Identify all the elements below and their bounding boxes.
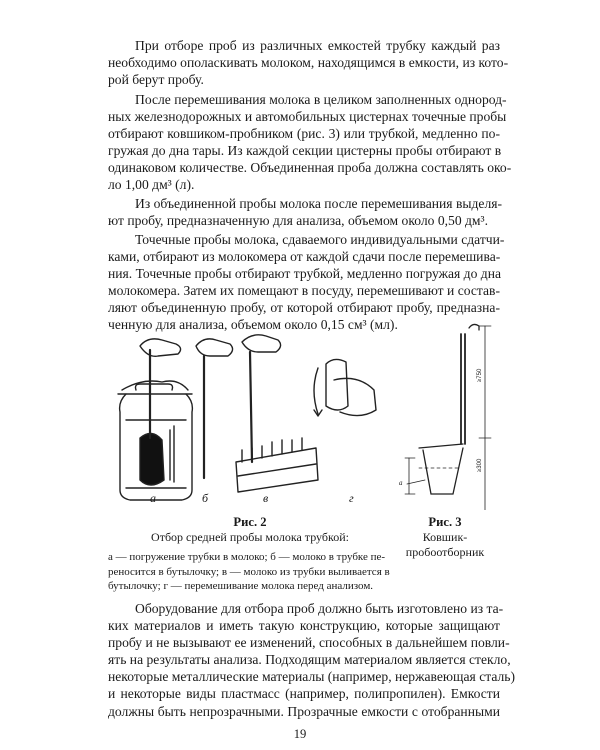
legend-line: реносится в бутылочку; в — молоко из трубки выливается в xyxy=(108,565,390,578)
part-label-a: a xyxy=(399,479,403,487)
text-line: ных железнодорожных и автомобильных цистернах точечные пробы xyxy=(108,109,507,125)
text-line: ких материалов и иметь такую конструкцию, которые защищают xyxy=(108,618,500,634)
text-line: ло 1,00 дм³ (л). xyxy=(108,177,195,193)
figure-3-subtitle-line: Ковшик- xyxy=(422,530,468,544)
legend-line: бутылочку; г — перемешивание молока перед анализом. xyxy=(108,580,374,592)
text-line: гружая до дна тары. Из каждой секции цистерны пробы отбирают в xyxy=(108,143,502,159)
dimension-label-750: ≥750 xyxy=(477,368,483,382)
figure-2-subtitle: Отбор средней пробы молока трубкой: xyxy=(151,530,349,544)
legend-line: а — погружение трубки в молоко; б — молоко в трубке пе- xyxy=(108,551,386,563)
text-line: должны быть непрозрачными. Прозрачные емкости с отобранными xyxy=(108,703,500,719)
text-line: Из объединенной пробы молока после перемешивания выделя- xyxy=(135,196,503,211)
paragraph-2 xyxy=(108,91,512,194)
text-line: молокомера. Затем их помещают в посуду, перемешивают и состав- xyxy=(108,283,500,299)
figure-3-subtitle xyxy=(395,530,495,560)
figure-2-legend xyxy=(108,550,390,594)
text-line: отбирают ковшиком-пробником (рис. 3) или трубкой, медленно по- xyxy=(108,126,500,142)
bottle-rack-drawing xyxy=(236,335,318,492)
text-line: ять на результаты анализа. Подходящим материалом является стекло, xyxy=(108,652,511,668)
text-line: пробу и не вызывают ее изменений, способных в дальнейшем повли- xyxy=(108,635,510,651)
text-line: одинаковом количестве. Объединенная проба должна составлять око- xyxy=(108,160,512,176)
text-line: После перемешивания молока в целиком заполненных однород- xyxy=(135,92,507,107)
paragraph-5 xyxy=(108,600,516,720)
figure-2-label-v: в xyxy=(263,491,269,505)
text-line: ляют объединенную пробу, от которой отбирают пробу, предназна- xyxy=(108,300,500,316)
figure-2-label-b: б xyxy=(202,491,209,505)
text-line: рой берут пробу. xyxy=(108,72,204,88)
text-line: При отборе проб из различных емкостей трубку каждый раз xyxy=(135,38,500,53)
text-line: и некоторые виды пластмасс (например, полипропилен). Емкости xyxy=(108,686,500,702)
milk-can-drawing xyxy=(118,339,192,500)
page-number: 19 xyxy=(293,727,307,741)
mixing-drawing xyxy=(314,359,376,416)
paragraph-1 xyxy=(108,37,509,88)
text-line: ют пробу, предназначенную для анализа, объемом около 0,50 дм³. xyxy=(108,213,489,229)
paragraph-3 xyxy=(108,195,503,229)
figure-2-title: Рис. 2 xyxy=(233,515,267,529)
text-line: ками, отбирают из молокомера от каждой сдачи после перемешива- xyxy=(108,249,501,265)
figure-2-illustration xyxy=(112,330,382,505)
figure-2-label-g: г xyxy=(349,491,354,505)
tube-carry-drawing xyxy=(196,339,233,478)
text-line: необходимо ополаскивать молоком, находящимся в емкости, из кото- xyxy=(108,55,509,71)
figure-3-title: Рис. 3 xyxy=(428,515,462,529)
figure-2-label-a: а xyxy=(150,491,156,505)
text-line: ченную для анализа, объемом около 0,15 см³ (мл). xyxy=(108,317,398,333)
figure-3-subtitle-line: пробоотборник xyxy=(405,545,485,559)
dimension-label-300: ≥300 xyxy=(477,458,483,472)
text-line: некоторые металлические материалы (например, нержавеющая сталь) xyxy=(108,669,516,685)
text-line: Точечные пробы молока, сдаваемого индивидуальными сдатчи- xyxy=(135,232,505,247)
text-line: ния. Точечные пробы отбирают трубкой, медленно погружая до дна xyxy=(108,266,502,282)
figure-3-illustration xyxy=(395,318,505,510)
text-line: Оборудование для отбора проб должно быть изготовлено из та- xyxy=(135,601,504,616)
